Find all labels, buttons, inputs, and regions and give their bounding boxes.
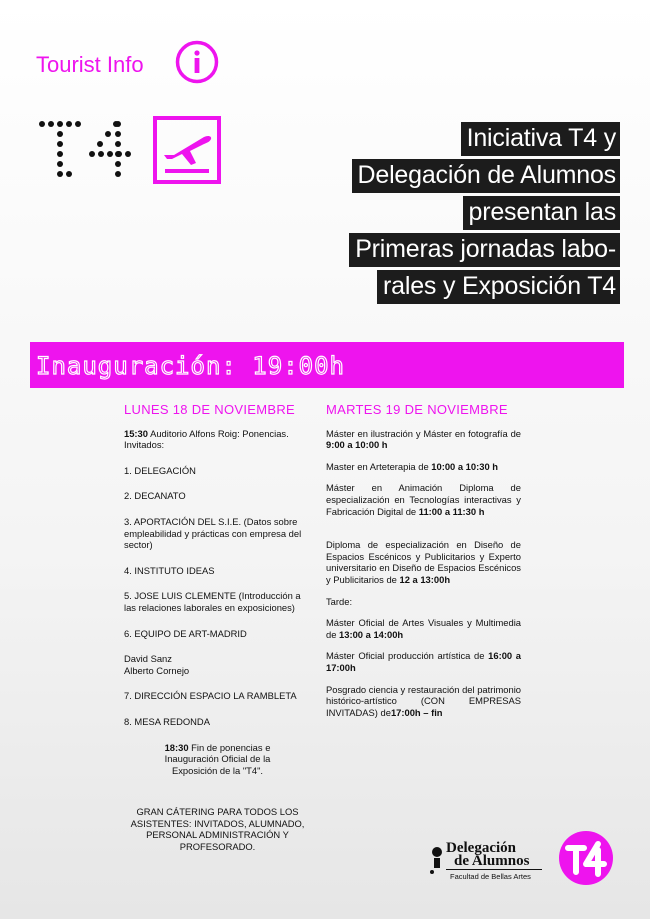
session-text: Master en Arteterapia de [326, 460, 432, 472]
t4-dot [98, 151, 104, 157]
info-icon [175, 40, 219, 84]
t4-dot [115, 161, 121, 167]
t4-dot [125, 151, 131, 157]
delegacion-alumnos-logo [428, 832, 548, 884]
speaker-name: Alberto Cornejo [124, 664, 190, 676]
inauguration-band [30, 342, 624, 388]
t4-dot [57, 131, 63, 137]
closing-time: 18:30 [164, 741, 189, 753]
intro-text: Auditorio Alfons Roig: Ponencias. Invitados: [124, 427, 289, 451]
logo-subtitle: Facultad de Bellas Artes [450, 872, 531, 881]
speaker-item: 5. JOSE LUIS CLEMENTE (Introducción a las relaciones laborales en exposiciones) [124, 590, 301, 613]
inauguration-time: Inauguración: 19:00h [36, 352, 345, 380]
intro-time: 15:30 [124, 427, 148, 439]
t4-dot [39, 121, 45, 127]
speaker-item: 3. APORTACIÓN DEL S.I.E. (Datos sobre empleabilidad y prácticas con empresa del sector) [124, 515, 302, 551]
t4-dot [57, 121, 63, 127]
session-text: Máster en Animación Diploma de especialización en Tecnologías interactivas y Fabricación Digital de [326, 482, 521, 517]
session-time: 12 a 13:00h [399, 573, 451, 585]
logo-line1: Delegación [446, 840, 516, 856]
session-time: 9:00 a 10:00 h [326, 439, 388, 451]
catering-note: GRAN CÁTERING PARA TODOS LOS ASISTENTES: INVITADOS, ALUMNADO, PERSONAL ADMINISTRACIÓN Y PROFESORADO. [130, 806, 305, 853]
t4-dot [66, 171, 72, 177]
session-item [326, 428, 521, 451]
t4-dot [57, 171, 63, 177]
speaker-item: 1. DELEGACIÓN [124, 464, 196, 476]
session-text: Máster en ilustración y Máster en fotografía de [326, 427, 521, 439]
session-item [326, 482, 521, 517]
session-text: Diploma de especialización en Diseño de Espacios Escénicos y Publicitarios y Experto universitario en Diseño de Espacios Escénicos y Publicitarios de [326, 539, 521, 585]
tuesday-column [326, 404, 521, 718]
afternoon-label: Tarde: [326, 595, 353, 607]
t4-dot [115, 171, 121, 177]
session-item [326, 461, 521, 473]
speaker-item: 6. EQUIPO DE ART-MADRID [124, 627, 247, 639]
t4-dot [66, 121, 72, 127]
session-item [326, 539, 521, 585]
t4-dot [57, 141, 63, 147]
tuesday-title: MARTES 19 DE NOVIEMBRE [326, 402, 508, 417]
t4-dotted-logo [38, 118, 133, 180]
speaker-name: David Sanz [124, 653, 172, 665]
headline [349, 122, 620, 307]
pink-t4-logo [558, 830, 614, 886]
session-text: Máster Oficial producción artística de [326, 650, 489, 662]
headline-line: rales y Exposición T4 [377, 270, 620, 304]
t4-dot [57, 161, 63, 167]
headline-line: presentan las [463, 196, 621, 230]
session-time: 17:00h – fin [390, 706, 443, 718]
monday-intro [124, 428, 311, 451]
session-item [326, 617, 521, 640]
speaker-item: 4. INSTITUTO IDEAS [124, 564, 215, 576]
speaker-item: 8. MESA REDONDA [124, 715, 210, 727]
headline-line: Primeras jornadas labo- [349, 233, 620, 267]
session-time: 11:00 a 11:30 h [418, 505, 485, 517]
logo-line2: de Alumnos [454, 853, 530, 869]
closing-note [124, 742, 311, 777]
monday-column [124, 404, 311, 853]
t4-dot [97, 141, 103, 147]
t4-dot [57, 151, 63, 157]
t4-dot [115, 131, 121, 137]
airplane-departure-icon [152, 115, 222, 185]
t4-dot [115, 151, 121, 157]
session-item [326, 684, 521, 719]
session-item [326, 650, 521, 673]
tourist-info-label: Tourist Info [36, 52, 144, 77]
headline-line: Delegación de Alumnos [352, 159, 620, 193]
speaker-item: 7. DIRECCIÓN ESPACIO LA RAMBLETA [124, 690, 297, 702]
t4-dot [48, 121, 54, 127]
session-time: 16:00 a 17:00h [326, 650, 521, 673]
t4-dot [75, 121, 81, 127]
t4-dot [115, 121, 121, 127]
closing-text: Fin de ponencias e Inauguración Oficial de la Exposición de la "T4". [164, 741, 271, 776]
headline-line: Iniciativa T4 y [461, 122, 620, 156]
session-time: 13:00 a 14:00h [339, 628, 404, 640]
session-time: 10:00 a 10:30 h [431, 460, 498, 472]
t4-dot [107, 151, 113, 157]
t4-dot [115, 141, 121, 147]
t4-dot [105, 131, 111, 137]
speaker-item: 2. DECANATO [124, 490, 186, 502]
monday-title: LUNES 18 DE NOVIEMBRE [124, 402, 296, 417]
t4-dot [89, 151, 95, 157]
session-text: Máster Oficial de Artes Visuales y Multimedia de [326, 617, 521, 640]
session-text: Posgrado ciencia y restauración del patrimonio histórico-artístico (CON EMPRESAS INVITADAS) de [326, 683, 521, 718]
